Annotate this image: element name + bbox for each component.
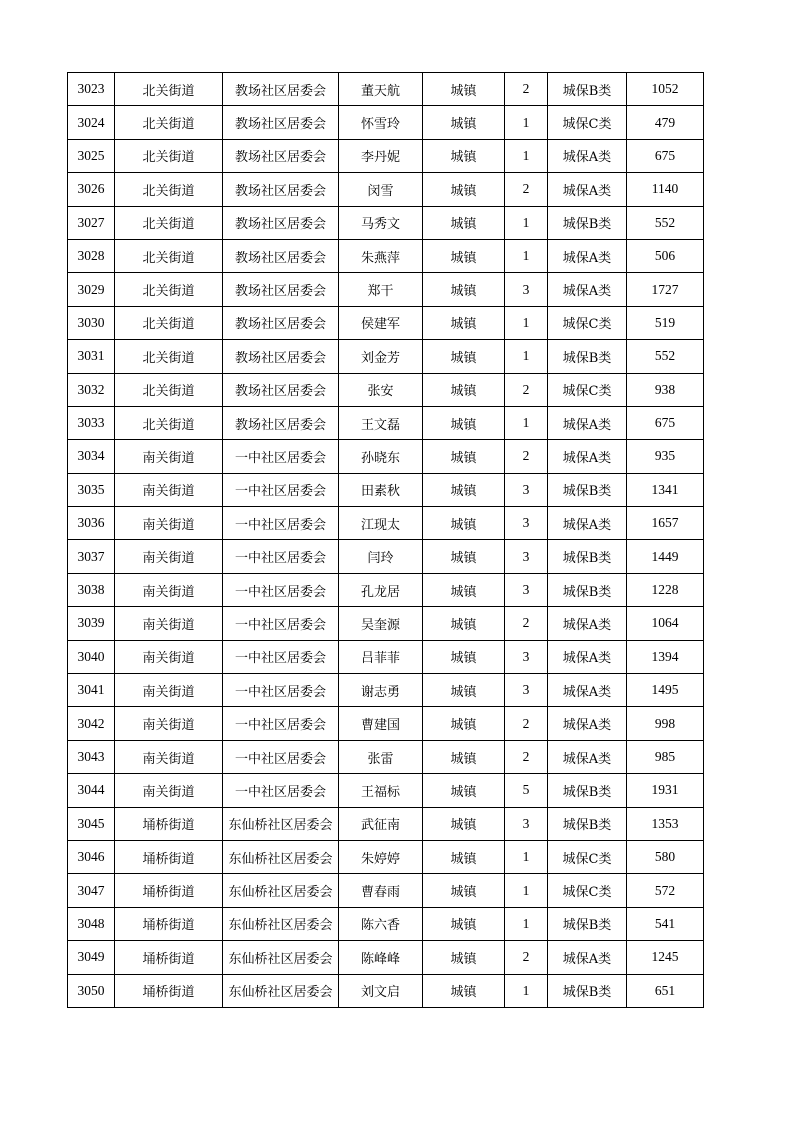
record-id-cell: 3050 xyxy=(68,974,115,1007)
insurance-category-cell: 城保B类 xyxy=(548,974,627,1007)
insurance-category-cell: 城保B类 xyxy=(548,807,627,840)
table-row xyxy=(68,406,704,439)
household-count-cell: 3 xyxy=(505,507,548,540)
community-cell: 一中社区居委会 xyxy=(223,774,339,807)
household-count-cell: 1 xyxy=(505,340,548,373)
amount-cell: 675 xyxy=(627,139,704,172)
amount-cell: 552 xyxy=(627,206,704,239)
record-id-cell: 3025 xyxy=(68,139,115,172)
insurance-category-cell: 城保C类 xyxy=(548,306,627,339)
record-id-cell: 3040 xyxy=(68,640,115,673)
community-cell: 一中社区居委会 xyxy=(223,607,339,640)
insurance-category-cell: 城保B类 xyxy=(548,473,627,506)
household-count-cell: 2 xyxy=(505,73,548,106)
amount-cell: 1449 xyxy=(627,540,704,573)
community-cell: 一中社区居委会 xyxy=(223,507,339,540)
amount-cell: 1657 xyxy=(627,507,704,540)
person-name-cell: 张雷 xyxy=(339,740,423,773)
community-cell: 一中社区居委会 xyxy=(223,473,339,506)
street-cell: 北关街道 xyxy=(115,173,223,206)
table-row xyxy=(68,373,704,406)
area-type-cell: 城镇 xyxy=(423,573,505,606)
person-name-cell: 怀雪玲 xyxy=(339,106,423,139)
table-row xyxy=(68,206,704,239)
record-id-cell: 3031 xyxy=(68,340,115,373)
person-name-cell: 孙晓东 xyxy=(339,440,423,473)
insurance-category-cell: 城保A类 xyxy=(548,406,627,439)
table-row xyxy=(68,340,704,373)
insurance-category-cell: 城保B类 xyxy=(548,540,627,573)
community-cell: 东仙桥社区居委会 xyxy=(223,907,339,940)
household-count-cell: 2 xyxy=(505,173,548,206)
table-row xyxy=(68,640,704,673)
person-name-cell: 李丹妮 xyxy=(339,139,423,172)
insurance-category-cell: 城保C类 xyxy=(548,373,627,406)
community-cell: 教场社区居委会 xyxy=(223,340,339,373)
community-cell: 一中社区居委会 xyxy=(223,674,339,707)
amount-cell: 1064 xyxy=(627,607,704,640)
record-id-cell: 3041 xyxy=(68,674,115,707)
street-cell: 南关街道 xyxy=(115,640,223,673)
person-name-cell: 王文磊 xyxy=(339,406,423,439)
record-id-cell: 3024 xyxy=(68,106,115,139)
record-id-cell: 3035 xyxy=(68,473,115,506)
area-type-cell: 城镇 xyxy=(423,206,505,239)
community-cell: 东仙桥社区居委会 xyxy=(223,974,339,1007)
table-row xyxy=(68,607,704,640)
table-row xyxy=(68,807,704,840)
insurance-category-cell: 城保A类 xyxy=(548,740,627,773)
area-type-cell: 城镇 xyxy=(423,239,505,272)
amount-cell: 1341 xyxy=(627,473,704,506)
area-type-cell: 城镇 xyxy=(423,473,505,506)
person-name-cell: 郑干 xyxy=(339,273,423,306)
household-count-cell: 3 xyxy=(505,473,548,506)
amount-cell: 1140 xyxy=(627,173,704,206)
area-type-cell: 城镇 xyxy=(423,73,505,106)
community-cell: 教场社区居委会 xyxy=(223,139,339,172)
insurance-category-cell: 城保B类 xyxy=(548,206,627,239)
person-name-cell: 闵雪 xyxy=(339,173,423,206)
record-id-cell: 3039 xyxy=(68,607,115,640)
area-type-cell: 城镇 xyxy=(423,173,505,206)
community-cell: 一中社区居委会 xyxy=(223,640,339,673)
household-count-cell: 3 xyxy=(505,540,548,573)
table-row xyxy=(68,306,704,339)
household-count-cell: 2 xyxy=(505,440,548,473)
area-type-cell: 城镇 xyxy=(423,941,505,974)
amount-cell: 552 xyxy=(627,340,704,373)
record-id-cell: 3023 xyxy=(68,73,115,106)
community-cell: 教场社区居委会 xyxy=(223,373,339,406)
person-name-cell: 刘金芳 xyxy=(339,340,423,373)
area-type-cell: 城镇 xyxy=(423,907,505,940)
amount-cell: 572 xyxy=(627,874,704,907)
household-count-cell: 1 xyxy=(505,406,548,439)
community-cell: 东仙桥社区居委会 xyxy=(223,941,339,974)
household-count-cell: 1 xyxy=(505,206,548,239)
household-count-cell: 1 xyxy=(505,874,548,907)
person-name-cell: 闫玲 xyxy=(339,540,423,573)
area-type-cell: 城镇 xyxy=(423,807,505,840)
table-row xyxy=(68,173,704,206)
street-cell: 北关街道 xyxy=(115,273,223,306)
street-cell: 北关街道 xyxy=(115,73,223,106)
community-cell: 一中社区居委会 xyxy=(223,707,339,740)
community-cell: 教场社区居委会 xyxy=(223,239,339,272)
table-row xyxy=(68,740,704,773)
community-cell: 教场社区居委会 xyxy=(223,406,339,439)
community-cell: 教场社区居委会 xyxy=(223,173,339,206)
table-row xyxy=(68,840,704,873)
record-id-cell: 3043 xyxy=(68,740,115,773)
street-cell: 埇桥街道 xyxy=(115,840,223,873)
insurance-category-cell: 城保A类 xyxy=(548,674,627,707)
community-cell: 东仙桥社区居委会 xyxy=(223,840,339,873)
street-cell: 埇桥街道 xyxy=(115,974,223,1007)
amount-cell: 1495 xyxy=(627,674,704,707)
household-count-cell: 3 xyxy=(505,807,548,840)
record-id-cell: 3045 xyxy=(68,807,115,840)
table-row xyxy=(68,974,704,1007)
amount-cell: 938 xyxy=(627,373,704,406)
area-type-cell: 城镇 xyxy=(423,273,505,306)
area-type-cell: 城镇 xyxy=(423,106,505,139)
street-cell: 北关街道 xyxy=(115,406,223,439)
table-row xyxy=(68,941,704,974)
record-id-cell: 3047 xyxy=(68,874,115,907)
table-row xyxy=(68,774,704,807)
household-count-cell: 3 xyxy=(505,674,548,707)
insurance-category-cell: 城保B类 xyxy=(548,774,627,807)
amount-cell: 580 xyxy=(627,840,704,873)
street-cell: 南关街道 xyxy=(115,507,223,540)
amount-cell: 1353 xyxy=(627,807,704,840)
area-type-cell: 城镇 xyxy=(423,874,505,907)
street-cell: 南关街道 xyxy=(115,573,223,606)
street-cell: 北关街道 xyxy=(115,106,223,139)
person-name-cell: 张安 xyxy=(339,373,423,406)
street-cell: 埇桥街道 xyxy=(115,807,223,840)
community-cell: 一中社区居委会 xyxy=(223,573,339,606)
insurance-category-cell: 城保A类 xyxy=(548,173,627,206)
household-count-cell: 1 xyxy=(505,139,548,172)
area-type-cell: 城镇 xyxy=(423,406,505,439)
person-name-cell: 田素秋 xyxy=(339,473,423,506)
household-count-cell: 2 xyxy=(505,607,548,640)
street-cell: 北关街道 xyxy=(115,206,223,239)
street-cell: 南关街道 xyxy=(115,740,223,773)
table-row xyxy=(68,139,704,172)
person-name-cell: 江现太 xyxy=(339,507,423,540)
record-id-cell: 3029 xyxy=(68,273,115,306)
insurance-category-cell: 城保A类 xyxy=(548,707,627,740)
street-cell: 北关街道 xyxy=(115,239,223,272)
person-name-cell: 王福标 xyxy=(339,774,423,807)
person-name-cell: 孔龙居 xyxy=(339,573,423,606)
area-type-cell: 城镇 xyxy=(423,840,505,873)
household-count-cell: 5 xyxy=(505,774,548,807)
roster-table xyxy=(67,72,704,1008)
household-count-cell: 2 xyxy=(505,707,548,740)
amount-cell: 1052 xyxy=(627,73,704,106)
community-cell: 一中社区居委会 xyxy=(223,540,339,573)
street-cell: 埇桥街道 xyxy=(115,874,223,907)
table-row xyxy=(68,440,704,473)
street-cell: 南关街道 xyxy=(115,473,223,506)
amount-cell: 1727 xyxy=(627,273,704,306)
person-name-cell: 曹建国 xyxy=(339,707,423,740)
area-type-cell: 城镇 xyxy=(423,540,505,573)
insurance-category-cell: 城保A类 xyxy=(548,607,627,640)
insurance-category-cell: 城保A类 xyxy=(548,941,627,974)
insurance-category-cell: 城保B类 xyxy=(548,907,627,940)
insurance-category-cell: 城保A类 xyxy=(548,273,627,306)
table-row xyxy=(68,507,704,540)
area-type-cell: 城镇 xyxy=(423,774,505,807)
street-cell: 北关街道 xyxy=(115,373,223,406)
area-type-cell: 城镇 xyxy=(423,740,505,773)
person-name-cell: 朱婷婷 xyxy=(339,840,423,873)
insurance-category-cell: 城保A类 xyxy=(548,239,627,272)
amount-cell: 479 xyxy=(627,106,704,139)
community-cell: 一中社区居委会 xyxy=(223,440,339,473)
insurance-category-cell: 城保A类 xyxy=(548,139,627,172)
record-id-cell: 3038 xyxy=(68,573,115,606)
household-count-cell: 3 xyxy=(505,573,548,606)
amount-cell: 651 xyxy=(627,974,704,1007)
amount-cell: 506 xyxy=(627,239,704,272)
person-name-cell: 曹春雨 xyxy=(339,874,423,907)
area-type-cell: 城镇 xyxy=(423,640,505,673)
street-cell: 埇桥街道 xyxy=(115,907,223,940)
street-cell: 北关街道 xyxy=(115,139,223,172)
household-count-cell: 1 xyxy=(505,840,548,873)
household-count-cell: 3 xyxy=(505,640,548,673)
household-count-cell: 2 xyxy=(505,941,548,974)
street-cell: 南关街道 xyxy=(115,674,223,707)
person-name-cell: 刘文启 xyxy=(339,974,423,1007)
community-cell: 东仙桥社区居委会 xyxy=(223,874,339,907)
insurance-category-cell: 城保C类 xyxy=(548,840,627,873)
table-row xyxy=(68,540,704,573)
insurance-category-cell: 城保B类 xyxy=(548,573,627,606)
record-id-cell: 3042 xyxy=(68,707,115,740)
person-name-cell: 吕菲菲 xyxy=(339,640,423,673)
person-name-cell: 谢志勇 xyxy=(339,674,423,707)
household-count-cell: 1 xyxy=(505,239,548,272)
record-id-cell: 3032 xyxy=(68,373,115,406)
amount-cell: 519 xyxy=(627,306,704,339)
street-cell: 南关街道 xyxy=(115,607,223,640)
record-id-cell: 3027 xyxy=(68,206,115,239)
area-type-cell: 城镇 xyxy=(423,340,505,373)
area-type-cell: 城镇 xyxy=(423,607,505,640)
street-cell: 南关街道 xyxy=(115,774,223,807)
area-type-cell: 城镇 xyxy=(423,974,505,1007)
area-type-cell: 城镇 xyxy=(423,373,505,406)
record-id-cell: 3048 xyxy=(68,907,115,940)
community-cell: 教场社区居委会 xyxy=(223,273,339,306)
person-name-cell: 陈峰峰 xyxy=(339,941,423,974)
household-count-cell: 3 xyxy=(505,273,548,306)
table-row xyxy=(68,907,704,940)
record-id-cell: 3044 xyxy=(68,774,115,807)
record-id-cell: 3049 xyxy=(68,941,115,974)
area-type-cell: 城镇 xyxy=(423,674,505,707)
community-cell: 教场社区居委会 xyxy=(223,106,339,139)
amount-cell: 985 xyxy=(627,740,704,773)
record-id-cell: 3030 xyxy=(68,306,115,339)
amount-cell: 1931 xyxy=(627,774,704,807)
amount-cell: 541 xyxy=(627,907,704,940)
household-count-cell: 2 xyxy=(505,373,548,406)
amount-cell: 998 xyxy=(627,707,704,740)
community-cell: 教场社区居委会 xyxy=(223,73,339,106)
community-cell: 东仙桥社区居委会 xyxy=(223,807,339,840)
person-name-cell: 吴奎源 xyxy=(339,607,423,640)
record-id-cell: 3033 xyxy=(68,406,115,439)
person-name-cell: 武征南 xyxy=(339,807,423,840)
street-cell: 北关街道 xyxy=(115,306,223,339)
insurance-category-cell: 城保A类 xyxy=(548,640,627,673)
table-row xyxy=(68,674,704,707)
insurance-category-cell: 城保C类 xyxy=(548,874,627,907)
table-row xyxy=(68,273,704,306)
record-id-cell: 3028 xyxy=(68,239,115,272)
roster-body xyxy=(68,73,704,1008)
street-cell: 南关街道 xyxy=(115,540,223,573)
person-name-cell: 马秀文 xyxy=(339,206,423,239)
street-cell: 南关街道 xyxy=(115,440,223,473)
insurance-category-cell: 城保B类 xyxy=(548,340,627,373)
table-row xyxy=(68,239,704,272)
street-cell: 北关街道 xyxy=(115,340,223,373)
community-cell: 一中社区居委会 xyxy=(223,740,339,773)
household-count-cell: 1 xyxy=(505,106,548,139)
household-count-cell: 2 xyxy=(505,740,548,773)
record-id-cell: 3026 xyxy=(68,173,115,206)
table-row xyxy=(68,73,704,106)
area-type-cell: 城镇 xyxy=(423,440,505,473)
table-row xyxy=(68,874,704,907)
community-cell: 教场社区居委会 xyxy=(223,206,339,239)
record-id-cell: 3036 xyxy=(68,507,115,540)
household-count-cell: 1 xyxy=(505,974,548,1007)
area-type-cell: 城镇 xyxy=(423,306,505,339)
amount-cell: 675 xyxy=(627,406,704,439)
record-id-cell: 3034 xyxy=(68,440,115,473)
amount-cell: 1228 xyxy=(627,573,704,606)
table-row xyxy=(68,473,704,506)
street-cell: 埇桥街道 xyxy=(115,941,223,974)
area-type-cell: 城镇 xyxy=(423,707,505,740)
community-cell: 教场社区居委会 xyxy=(223,306,339,339)
amount-cell: 1245 xyxy=(627,941,704,974)
street-cell: 南关街道 xyxy=(115,707,223,740)
area-type-cell: 城镇 xyxy=(423,139,505,172)
insurance-category-cell: 城保A类 xyxy=(548,440,627,473)
record-id-cell: 3046 xyxy=(68,840,115,873)
person-name-cell: 陈六香 xyxy=(339,907,423,940)
person-name-cell: 侯建军 xyxy=(339,306,423,339)
record-id-cell: 3037 xyxy=(68,540,115,573)
table-row xyxy=(68,707,704,740)
amount-cell: 935 xyxy=(627,440,704,473)
area-type-cell: 城镇 xyxy=(423,507,505,540)
household-count-cell: 1 xyxy=(505,907,548,940)
insurance-category-cell: 城保C类 xyxy=(548,106,627,139)
table-row xyxy=(68,573,704,606)
insurance-category-cell: 城保A类 xyxy=(548,507,627,540)
person-name-cell: 朱燕萍 xyxy=(339,239,423,272)
household-count-cell: 1 xyxy=(505,306,548,339)
amount-cell: 1394 xyxy=(627,640,704,673)
table-row xyxy=(68,106,704,139)
person-name-cell: 董天航 xyxy=(339,73,423,106)
insurance-category-cell: 城保B类 xyxy=(548,73,627,106)
